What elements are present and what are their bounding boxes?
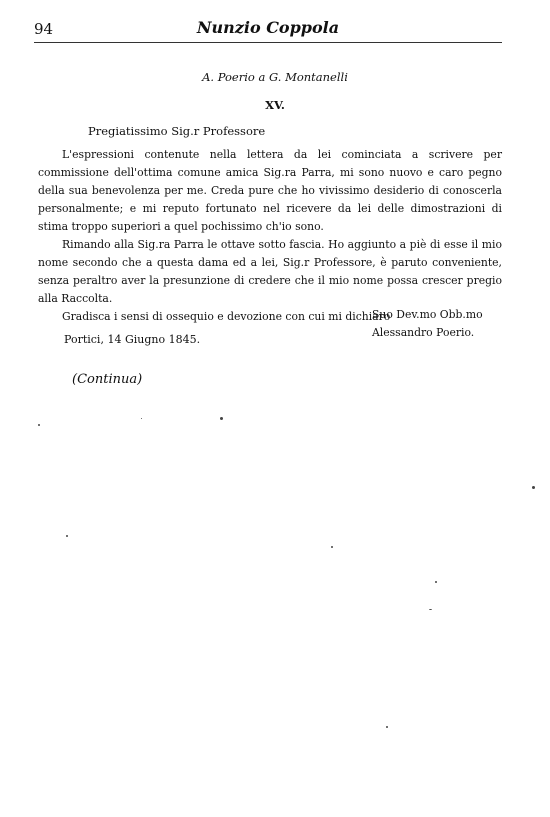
paragraph: Gradisca i sensi di ossequio e devozione con cui mi dichiaro [62, 310, 391, 323]
scan-speck [141, 418, 142, 419]
scan-speck [435, 581, 437, 583]
closing: Suo Dev.mo Obb.mo [372, 308, 483, 321]
continua-note: (Continua) [72, 372, 143, 387]
scan-speck [532, 486, 535, 489]
scan-speck [38, 424, 40, 426]
scan-speck [66, 535, 68, 537]
paragraph: Rimando alla Sig.ra Parra le ottave sotto fascia. Ho aggiunto a piè di esse il mio nome secondo che a questa dama ed a lei, Sig.r Professore, è paruto conveniente, senza peraltro aver la presunzione di credere che il mio nome possa crescer pregio alla Raccolta. [38, 238, 502, 305]
signature-name: Alessandro Poerio. [372, 326, 475, 339]
page-number: 94 [34, 20, 54, 38]
letter-heading: A. Poerio a G. Montanelli [202, 70, 348, 84]
signature-block [372, 306, 483, 342]
scan-speck [429, 609, 432, 610]
place-date: Portici, 14 Giugno 1845. [64, 333, 201, 346]
scan-speck [331, 546, 333, 548]
paragraph: L'espressioni contenute nella lettera da lei cominciata a scrivere per commissione dell'ottima comune amica Sig.ra Parra, mi sono nuovo e caro pegno della sua benevolenza per me. Creda pure che ho vivissimo desiderio di conoscerla personalmente; e mi reputo fortunato nel ricevere da lei delle dimostrazioni di stima troppo superiori a quel pochissimo ch'io sono. [38, 148, 502, 233]
header-rule [34, 42, 502, 43]
scan-speck [220, 417, 223, 420]
running-head: Nunzio Coppola [196, 18, 340, 37]
page-header [34, 18, 502, 42]
letter-body [38, 146, 502, 326]
letter-number: XV. [265, 98, 285, 112]
salutation: Pregiatissimo Sig.r Professore [88, 124, 266, 138]
scan-speck [386, 726, 388, 728]
